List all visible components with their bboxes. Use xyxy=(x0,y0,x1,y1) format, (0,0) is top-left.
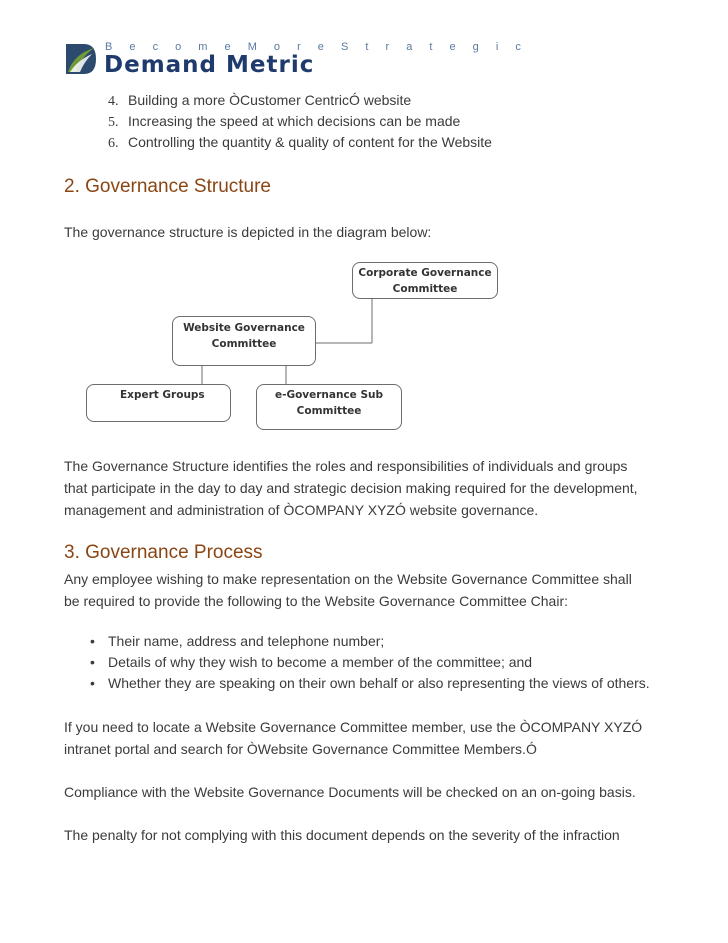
section-heading-governance-process: 3. Governance Process xyxy=(64,542,263,563)
list-number: 6. xyxy=(108,136,119,151)
bullet-text: Details of why they wish to become a member of the committee; and xyxy=(108,654,533,670)
diagram-intro: The governance structure is depicted in the diagram below: xyxy=(64,224,432,240)
brand-name: Demand Metric xyxy=(104,52,315,78)
bullet-item xyxy=(90,675,650,691)
e-governance-sub-committee-box xyxy=(256,384,402,430)
list-text: Controlling the quantity & quality of content for the Website xyxy=(128,134,492,150)
bullet-icon: • xyxy=(90,675,95,691)
paragraph-line: intranet portal and search for ÒWebsite Governance Committee Members.Ó xyxy=(64,741,537,757)
box-label-line: Corporate Governance xyxy=(358,267,492,279)
expert-groups-box xyxy=(86,384,231,422)
paragraph-line: that participate in the day to day and strategic decision making required for the development, xyxy=(64,480,638,496)
paragraph-line: Any employee wishing to make representation on the Website Governance Committee shall xyxy=(64,571,632,587)
paragraph-line: management and administration of ÒCOMPANY XYZÓ website governance. xyxy=(64,502,539,518)
website-governance-committee-box xyxy=(172,316,316,366)
section-heading-governance-structure: 2. Governance Structure xyxy=(64,176,271,197)
box-label-line: Website Governance xyxy=(183,322,305,334)
paragraph-line: The Governance Structure identifies the roles and responsibilities of individuals and groups xyxy=(64,458,628,474)
bullet-icon: • xyxy=(90,633,95,649)
penalty-paragraph: The penalty for not complying with this document depends on the severity of the infraction xyxy=(64,827,620,843)
corporate-governance-committee-box xyxy=(352,262,498,299)
box-label-line: Committee xyxy=(392,283,458,295)
bullet-text: Their name, address and telephone number; xyxy=(108,633,385,649)
list-text: Building a more ÒCustomer CentricÓ website xyxy=(128,92,412,108)
compliance-paragraph: Compliance with the Website Governance Documents will be checked on an on-going basis. xyxy=(64,784,636,800)
paragraph-line: If you need to locate a Website Governance Committee member, use the ÒCOMPANY XYZÓ xyxy=(64,719,643,735)
brand-tagline: B e c o m e M o r e S t r a t e g i c xyxy=(105,41,528,53)
bullet-item xyxy=(90,633,384,649)
paragraph-line: be required to provide the following to the Website Governance Committee Chair: xyxy=(64,593,569,609)
box-label-line: Expert Groups xyxy=(120,389,205,401)
list-number: 4. xyxy=(108,94,119,109)
bullet-icon: • xyxy=(90,654,95,670)
box-label-line: Committee xyxy=(211,338,277,350)
box-label-line: e-Governance Sub xyxy=(274,389,384,401)
list-text: Increasing the speed at which decisions can be made xyxy=(128,113,461,129)
bullet-item xyxy=(90,654,532,670)
bullet-text: Whether they are speaking on their own behalf or also representing the views of others. xyxy=(108,675,650,691)
box-label-line: Committee xyxy=(296,405,362,417)
list-number: 5. xyxy=(108,115,119,130)
